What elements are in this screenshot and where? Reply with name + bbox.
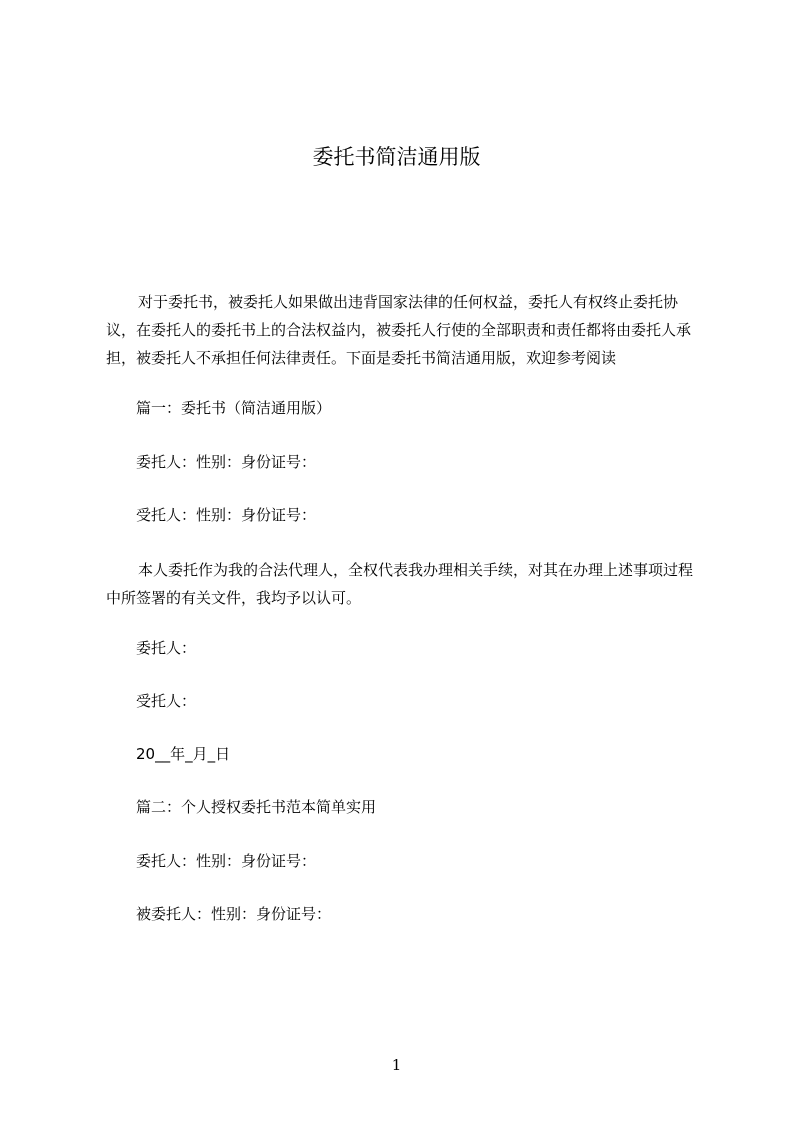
section1-body-paragraph: 本人委托作为我的合法代理人，全权代表我办理相关手续，对其在办理上述事项过程中所签署的有关文件，我均予以认可。 xyxy=(106,561,694,607)
section1-principal-line: 委托人：性别：身份证号： xyxy=(136,453,317,471)
document-title: 委托书简洁通用版 xyxy=(312,145,481,169)
section2-principal-line: 委托人：性别：身份证号： xyxy=(136,852,317,870)
section1-date-line: 20__年_月_日 xyxy=(136,745,231,763)
section2-agent-line: 被委托人：性别：身份证号： xyxy=(136,905,332,923)
section2-heading: 篇二：个人授权委托书范本简单实用 xyxy=(136,798,377,816)
intro-paragraph: 对于委托书，被委托人如果做出违背国家法律的任何权益，委托人有权终止委托协议，在委托人的委托书上的合法权益内，被委托人行使的全部职责和责任都将由委托人承担，被委托人不承担任何法律责任。下面是委托书简洁通用版，欢迎参考阅读 xyxy=(106,293,692,367)
section1-agent-signature: 受托人： xyxy=(136,692,197,710)
section1-agent-line: 受托人：性别：身份证号： xyxy=(136,506,317,524)
section1-heading: 篇一：委托书（简洁通用版） xyxy=(136,399,332,417)
page-number: 1 xyxy=(391,1056,402,1074)
section1-principal-signature: 委托人： xyxy=(136,639,197,657)
